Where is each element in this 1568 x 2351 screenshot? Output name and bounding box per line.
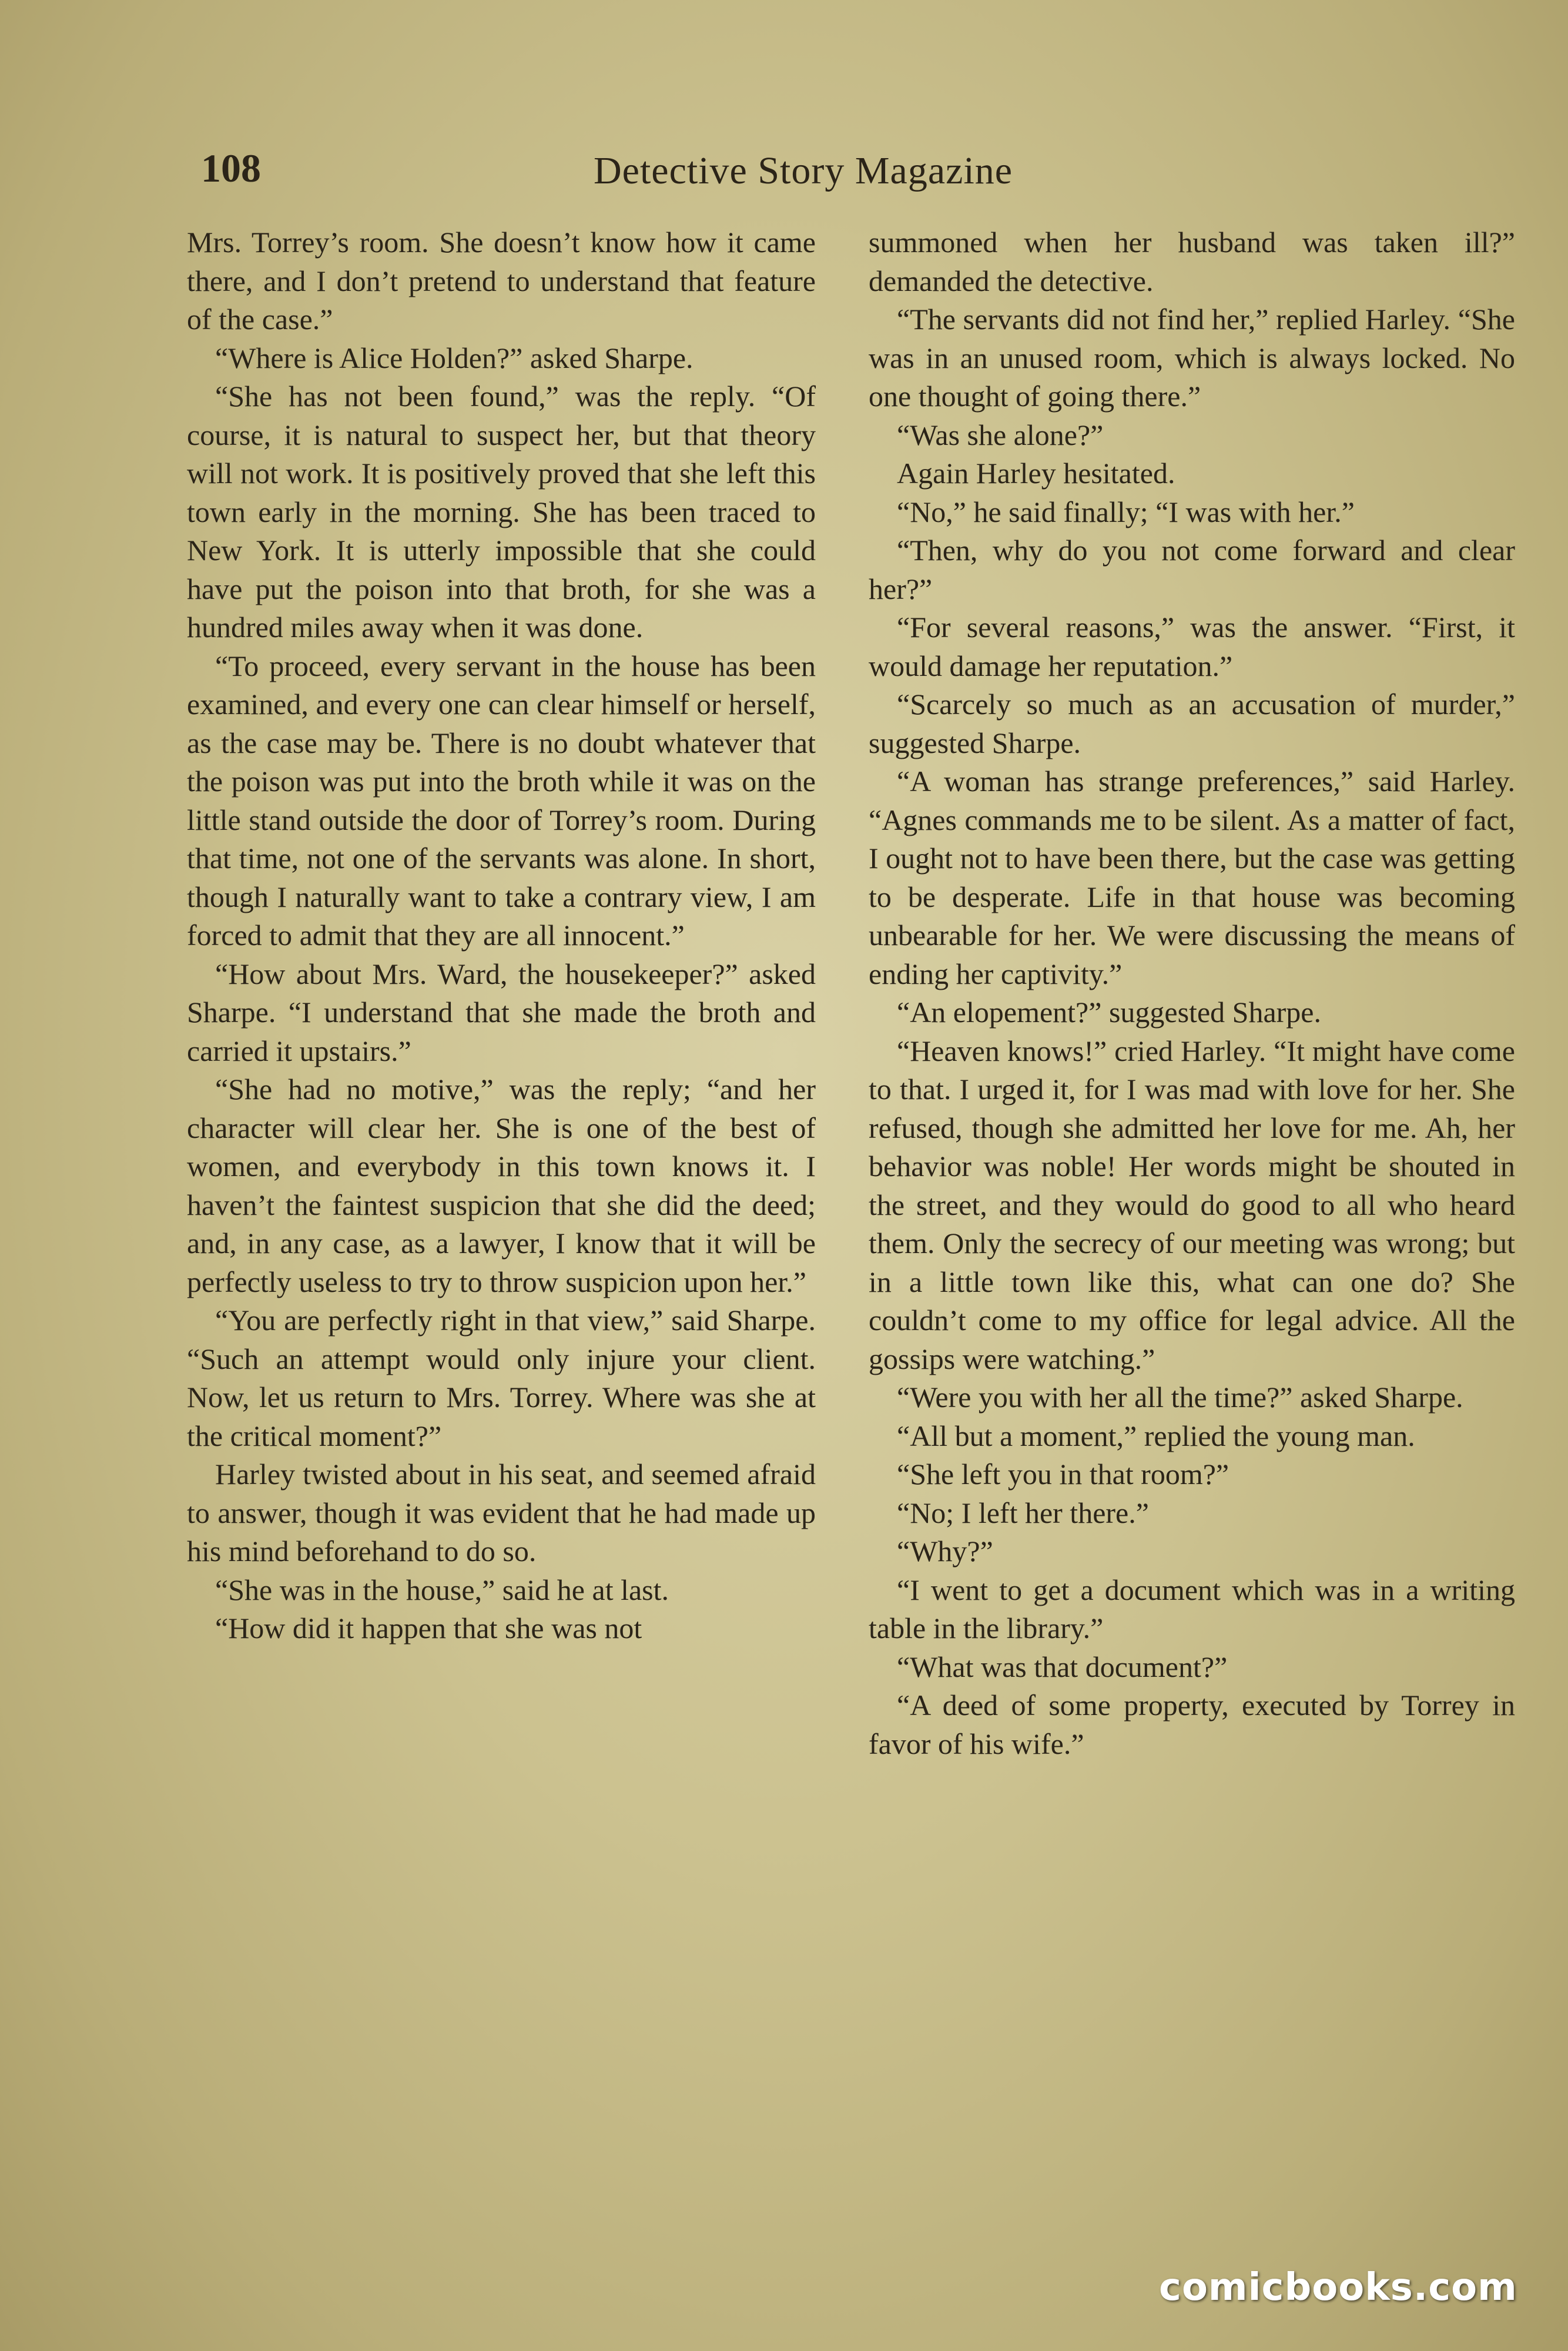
paragraph: “An elopement?” suggested Sharpe. [897, 996, 1321, 1029]
paragraph: “She was in the house,” said he at last. [215, 1573, 669, 1606]
paragraph: “She had no motive,” was the reply; “and her character will clear her. She is one of the best of women, and everybody in this town knows it. I haven’t the faintest suspicion that she did the deed; and, in any case, as a lawyer, I know that it will be perfectly useless to try to throw suspicion upon her.” [187, 1073, 816, 1298]
paragraph: “What was that document?” [897, 1650, 1228, 1683]
paragraph: “No,” he said finally; “I was with her.” [897, 495, 1355, 528]
paragraph: “Heaven knows!” cried Harley. “It might have come to that. I urged it, for I was mad with love for her. She refused, though she admitted her love for me. Ah, her behavior was noble! Her words might be shouted in the street, and they would do good to all who heard them. Only the secrecy of our meeting was wrong; but in a little town like this, what can one do? She couldn’t come to my office for legal advice. All the gossips were watching.” [869, 1034, 1515, 1375]
paragraph: “How did it happen that she was not [215, 1612, 642, 1645]
paragraph: “Were you with her all the time?” asked Sharpe. [897, 1381, 1463, 1414]
right-column [869, 223, 1515, 1763]
paragraph: “Why?” [897, 1535, 993, 1568]
paragraph: “The servants did not find her,” replied Harley. “She was in an unused room, which is always locked. No one thought of going there.” [869, 303, 1515, 413]
paragraph: “I went to get a document which was in a writing table in the library.” [869, 1573, 1515, 1645]
paragraph: “Scarcely so much as an accusation of murder,” suggested Sharpe. [869, 688, 1515, 759]
paragraph: “She has not been found,” was the reply. “Of course, it is natural to suspect her, but that theory will not work. It is positively proved that she left this town early in the morning. She has been traced to New York. It is utterly impossible that she could have put the poison into that broth, for she was a hundred miles away when it was done. [187, 380, 816, 644]
paragraph: “Where is Alice Holden?” asked Sharpe. [215, 341, 693, 374]
paragraph: “No; I left her there.” [897, 1496, 1149, 1529]
paragraph: “She left you in that room?” [897, 1458, 1229, 1491]
paragraph: Mrs. Torrey’s room. She doesn’t know how it came there, and I don’t pretend to understand that feature of the case.” [187, 226, 816, 336]
paragraph: “Was she alone?” [897, 418, 1104, 451]
left-column [187, 223, 816, 1648]
running-head: Detective Story Magazine [594, 149, 1013, 192]
paragraph: “How about Mrs. Ward, the housekeeper?” asked Sharpe. “I understand that she made the broth and carried it upstairs.” [187, 957, 816, 1067]
paragraph: “For several reasons,” was the answer. “First, it would damage her reputation.” [869, 611, 1515, 682]
paragraph: “A deed of some property, executed by Torrey in favor of his wife.” [869, 1689, 1515, 1760]
paragraph: “All but a moment,” replied the young man. [897, 1419, 1415, 1452]
paragraph: “To proceed, every servant in the house has been examined, and every one can clear himself or herself, as the case may be. There is no doubt whatever that the poison was put into the broth while it was on the little stand outside the door of Torrey’s room. During that time, not one of the servants was alone. In short, though I naturally want to take a contrary view, I am forced to admit that they are all innocent.” [187, 649, 816, 952]
paragraph: Again Harley hesitated. [897, 457, 1175, 490]
watermark: comicbooks.com [1159, 2266, 1517, 2309]
paragraph: Harley twisted about in his seat, and seemed afraid to answer, though it was evident that he had made up his mind beforehand to do so. [187, 1458, 816, 1568]
paragraph: “Then, why do you not come forward and clear her?” [869, 534, 1515, 605]
page-number: 108 [201, 146, 261, 190]
paragraph: summoned when her husband was taken ill?” demanded the detective. [869, 226, 1515, 297]
paragraph: “You are perfectly right in that view,” said Sharpe. “Such an attempt would only injure your client. Now, let us return to Mrs. Torrey. Where was she at the critical moment?” [187, 1304, 816, 1452]
paragraph: “A woman has strange preferences,” said Harley. “Agnes commands me to be silent. As a matter of fact, I ought not to have been there, but the case was getting to be desperate. Life in that house was becoming unbearable for her. We were discussing the means of ending her captivity.” [869, 765, 1515, 990]
